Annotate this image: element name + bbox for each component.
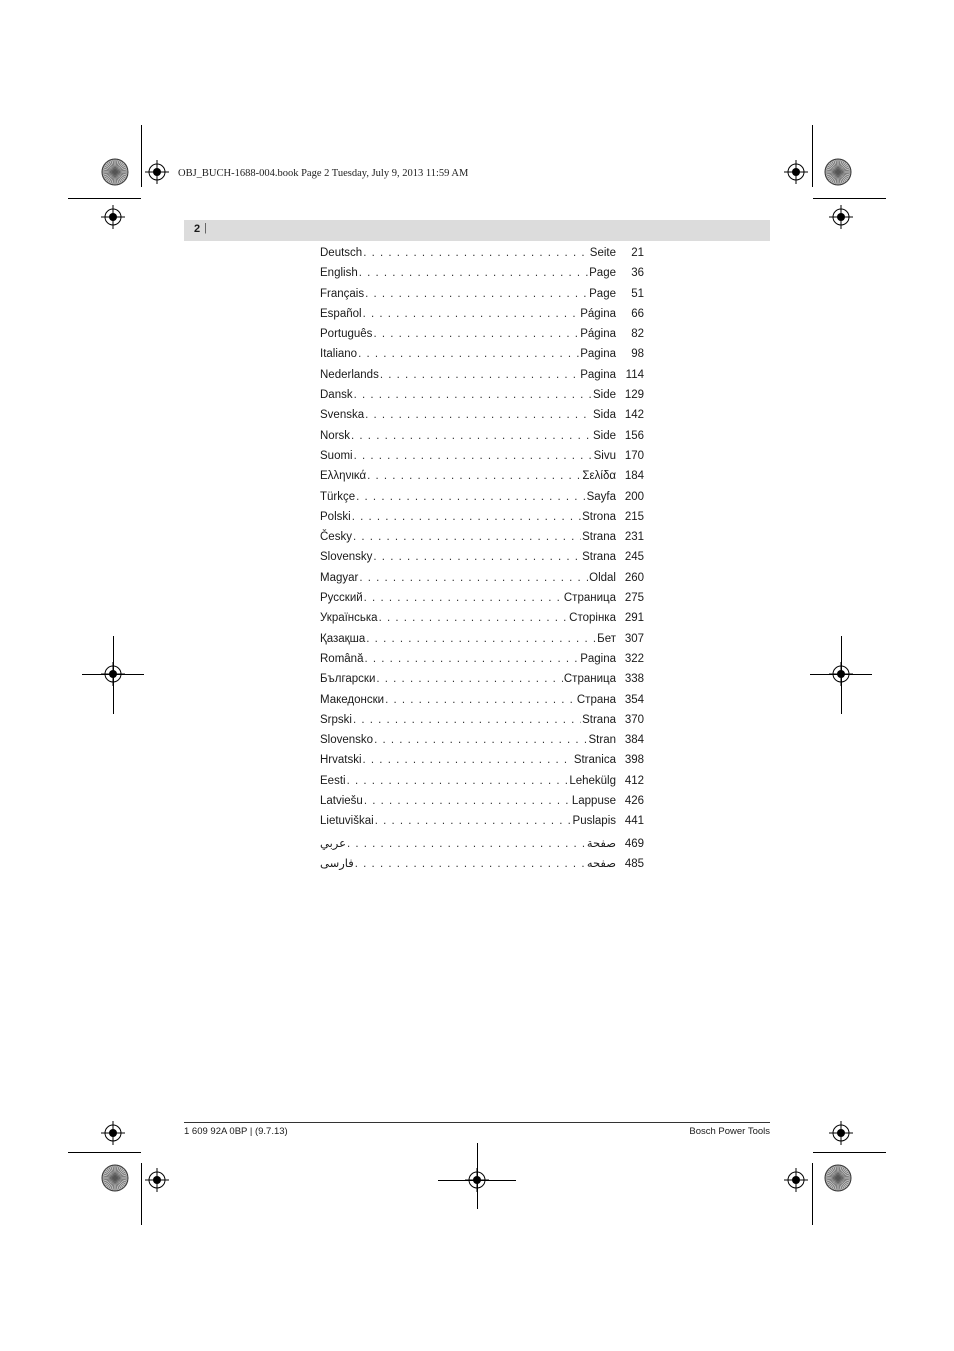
toc-page-word: Página bbox=[580, 307, 616, 320]
toc-page-number: 441 bbox=[624, 815, 644, 828]
toc-page-number: 322 bbox=[624, 652, 644, 665]
crop-mark bbox=[813, 198, 886, 199]
toc-page-word: Sida bbox=[592, 409, 616, 422]
crop-mark bbox=[68, 1152, 141, 1153]
toc-page-word: Oldal bbox=[589, 571, 616, 584]
toc-entry bbox=[320, 673, 644, 693]
registration-mark-icon bbox=[145, 1168, 169, 1192]
crop-mark bbox=[82, 674, 144, 675]
toc-entry bbox=[320, 389, 644, 409]
toc-page-number: 200 bbox=[624, 490, 644, 503]
toc-entry bbox=[320, 694, 644, 714]
toc-leader-dots bbox=[364, 653, 579, 665]
toc-language: Български bbox=[320, 673, 376, 686]
toc-language: Hrvatski bbox=[320, 754, 362, 767]
toc-page-number: 156 bbox=[624, 429, 644, 442]
toc-leader-dots bbox=[364, 795, 571, 807]
toc-language: Português bbox=[320, 328, 373, 341]
toc-leader-dots bbox=[365, 288, 588, 300]
toc-page-word: Stran bbox=[588, 734, 616, 747]
toc-leader-dots bbox=[385, 694, 576, 706]
toc-entry bbox=[320, 836, 644, 856]
toc-page-word: Page bbox=[589, 267, 616, 280]
page-number: 2 bbox=[194, 223, 201, 235]
toc-page-word: Side bbox=[592, 389, 616, 402]
toc-page-word: صفحه bbox=[586, 857, 616, 870]
toc-page-word: Página bbox=[580, 328, 616, 341]
toc-language: Español bbox=[320, 307, 362, 320]
toc-entry bbox=[320, 754, 644, 774]
toc-entry bbox=[320, 714, 644, 734]
toc-page-word: Σελίδα bbox=[582, 470, 616, 483]
toc-page-number: 51 bbox=[631, 287, 644, 300]
toc-leader-dots bbox=[380, 369, 579, 381]
crop-mark bbox=[812, 1163, 813, 1225]
toc-language: Македонски bbox=[320, 693, 385, 706]
toc-page-number: 114 bbox=[625, 368, 644, 381]
toc-page-word: Puslapis bbox=[572, 815, 616, 828]
toc-entry bbox=[320, 592, 644, 612]
starburst-target-icon bbox=[824, 158, 852, 186]
toc-leader-dots bbox=[352, 511, 581, 523]
toc-entry bbox=[320, 795, 644, 815]
toc-page-word: Pagina bbox=[580, 348, 616, 361]
toc-page-word: Strana bbox=[582, 551, 616, 564]
print-header: OBJ_BUCH-1688-004.book Page 2 Tuesday, July 9, 2013 11:59 AM bbox=[178, 168, 469, 179]
toc-page-number: 307 bbox=[624, 632, 644, 645]
toc-entry bbox=[320, 430, 644, 450]
toc-entry bbox=[320, 491, 644, 511]
toc-entry bbox=[320, 288, 644, 308]
crop-mark bbox=[477, 1143, 478, 1209]
toc-leader-dots bbox=[373, 551, 581, 563]
toc-language: Latviešu bbox=[320, 795, 363, 808]
toc-page-number: 384 bbox=[624, 734, 644, 747]
toc-language: Suomi bbox=[320, 449, 353, 462]
toc-leader-dots bbox=[363, 247, 589, 259]
registration-mark-icon bbox=[784, 160, 808, 184]
registration-mark-icon bbox=[145, 160, 169, 184]
toc-leader-dots bbox=[366, 633, 596, 645]
toc-leader-dots bbox=[354, 450, 593, 462]
toc-leader-dots bbox=[353, 714, 581, 726]
toc-language: Česky bbox=[320, 531, 352, 544]
toc-language: Slovensko bbox=[320, 734, 374, 747]
toc-page-number: 21 bbox=[631, 247, 644, 259]
toc-leader-dots bbox=[358, 348, 579, 360]
registration-mark-icon bbox=[101, 205, 125, 229]
starburst-target-icon bbox=[101, 158, 129, 186]
toc-page-number: 66 bbox=[631, 307, 644, 320]
crop-mark bbox=[113, 636, 114, 714]
crop-mark bbox=[68, 198, 141, 199]
crop-mark bbox=[141, 1163, 142, 1225]
toc-page-number: 245 bbox=[624, 551, 644, 564]
toc-page-word: Page bbox=[589, 287, 616, 300]
toc-entry bbox=[320, 775, 644, 795]
toc-entry bbox=[320, 734, 644, 754]
crop-mark bbox=[810, 674, 872, 675]
toc-language: Srpski bbox=[320, 713, 352, 726]
toc-language: Ελληνικά bbox=[320, 470, 367, 483]
crop-mark bbox=[812, 125, 813, 187]
table-of-contents bbox=[320, 247, 644, 876]
toc-language: Русский bbox=[320, 592, 363, 605]
toc-leader-dots bbox=[363, 308, 580, 320]
toc-entry bbox=[320, 815, 644, 835]
toc-entry bbox=[320, 267, 644, 287]
toc-language: Français bbox=[320, 287, 365, 300]
toc-leader-dots bbox=[351, 430, 592, 442]
toc-page-word: Страница bbox=[563, 592, 616, 605]
toc-leader-dots bbox=[376, 673, 562, 685]
crop-mark bbox=[438, 1180, 516, 1181]
toc-page-word: Страница bbox=[563, 673, 616, 686]
toc-language: Polski bbox=[320, 510, 351, 523]
toc-page-word: Sayfa bbox=[586, 490, 616, 503]
toc-page-number: 291 bbox=[624, 612, 644, 625]
toc-page-word: Strana bbox=[582, 531, 616, 544]
toc-page-number: 260 bbox=[624, 571, 644, 584]
toc-page-word: Pagina bbox=[580, 368, 616, 381]
toc-page-number: 184 bbox=[624, 470, 644, 483]
toc-page-word: Страна bbox=[576, 693, 616, 706]
toc-page-number: 170 bbox=[624, 449, 644, 462]
toc-page-number: 338 bbox=[624, 673, 644, 686]
toc-language: عربي bbox=[320, 837, 346, 850]
toc-page-word: Side bbox=[592, 429, 616, 442]
toc-page-word: Сторінка bbox=[569, 612, 616, 625]
toc-page-number: 398 bbox=[624, 754, 644, 767]
crop-mark bbox=[813, 1152, 886, 1153]
crop-mark bbox=[841, 636, 842, 714]
starburst-target-icon bbox=[824, 1164, 852, 1192]
registration-mark-icon bbox=[829, 1121, 853, 1145]
toc-leader-dots bbox=[374, 734, 587, 746]
toc-entry bbox=[320, 856, 644, 876]
toc-page-number: 82 bbox=[631, 328, 644, 341]
toc-page-word: Lehekülg bbox=[569, 774, 616, 787]
toc-page-number: 36 bbox=[631, 267, 644, 280]
toc-language: Română bbox=[320, 652, 364, 665]
toc-language: Magyar bbox=[320, 571, 359, 584]
toc-entry bbox=[320, 308, 644, 328]
toc-page-number: 469 bbox=[624, 837, 644, 850]
toc-entry bbox=[320, 633, 644, 653]
toc-entry bbox=[320, 247, 644, 267]
toc-entry bbox=[320, 450, 644, 470]
toc-entry bbox=[320, 328, 644, 348]
page-number-separator: | bbox=[204, 222, 207, 234]
toc-leader-dots bbox=[379, 612, 569, 624]
footer-rule bbox=[184, 1122, 770, 1123]
page-number-bar bbox=[184, 220, 770, 241]
toc-entry bbox=[320, 511, 644, 531]
toc-page-word: Lappuse bbox=[571, 795, 616, 808]
toc-page-number: 412 bbox=[624, 774, 644, 787]
toc-leader-dots bbox=[359, 572, 588, 584]
toc-page-number: 142 bbox=[624, 409, 644, 422]
toc-entry bbox=[320, 369, 644, 389]
toc-language: Lietuviškai bbox=[320, 815, 374, 828]
toc-leader-dots bbox=[353, 531, 581, 543]
toc-page-word: Seite bbox=[589, 247, 616, 259]
registration-mark-icon bbox=[784, 1168, 808, 1192]
toc-leader-dots bbox=[354, 389, 592, 401]
toc-page-number: 275 bbox=[624, 592, 644, 605]
toc-language: Italiano bbox=[320, 348, 358, 361]
crop-mark bbox=[141, 125, 142, 187]
toc-language: Slovensky bbox=[320, 551, 373, 564]
toc-entry bbox=[320, 531, 644, 551]
toc-entry bbox=[320, 572, 644, 592]
toc-page-word: Бет bbox=[597, 632, 616, 645]
toc-page-word: صفحة bbox=[586, 837, 616, 850]
toc-entry bbox=[320, 612, 644, 632]
toc-page-word: Strana bbox=[582, 713, 616, 726]
toc-leader-dots bbox=[355, 858, 586, 870]
toc-page-number: 231 bbox=[624, 531, 644, 544]
toc-language: Norsk bbox=[320, 429, 351, 442]
toc-page-number: 370 bbox=[624, 713, 644, 726]
toc-page-number: 485 bbox=[624, 857, 644, 870]
toc-language: Türkçe bbox=[320, 490, 356, 503]
toc-leader-dots bbox=[364, 592, 563, 604]
toc-entry bbox=[320, 409, 644, 429]
footer-brand: Bosch Power Tools bbox=[689, 1126, 770, 1137]
toc-page-number: 215 bbox=[624, 510, 644, 523]
toc-leader-dots bbox=[375, 815, 572, 827]
toc-leader-dots bbox=[365, 409, 592, 421]
toc-language: Svenska bbox=[320, 409, 365, 422]
toc-leader-dots bbox=[367, 470, 581, 482]
toc-page-word: Sivu bbox=[593, 449, 616, 462]
toc-page-word: Pagina bbox=[580, 652, 616, 665]
toc-page-number: 98 bbox=[631, 348, 644, 361]
toc-leader-dots bbox=[347, 775, 569, 787]
toc-leader-dots bbox=[373, 328, 579, 340]
toc-language: Deutsch bbox=[320, 247, 363, 259]
toc-language: فارسی bbox=[320, 857, 354, 870]
toc-entry bbox=[320, 653, 644, 673]
toc-language: Nederlands bbox=[320, 368, 379, 381]
toc-page-word: Strona bbox=[582, 510, 616, 523]
toc-language: Eesti bbox=[320, 774, 346, 787]
starburst-target-icon bbox=[101, 1164, 129, 1192]
toc-entry bbox=[320, 470, 644, 490]
toc-language: Українська bbox=[320, 612, 378, 625]
toc-leader-dots bbox=[363, 754, 573, 766]
registration-mark-icon bbox=[829, 205, 853, 229]
toc-page-number: 354 bbox=[624, 693, 644, 706]
toc-entry bbox=[320, 348, 644, 368]
toc-language: Dansk bbox=[320, 389, 353, 402]
toc-page-number: 426 bbox=[624, 795, 644, 808]
footer-doc-code: 1 609 92A 0BP | (9.7.13) bbox=[184, 1126, 288, 1137]
toc-page-word: Stranica bbox=[573, 754, 616, 767]
toc-leader-dots bbox=[356, 491, 585, 503]
toc-leader-dots bbox=[347, 838, 586, 850]
registration-mark-icon bbox=[101, 1121, 125, 1145]
toc-language: Қазақша bbox=[320, 632, 366, 645]
toc-language: English bbox=[320, 267, 358, 280]
toc-entry bbox=[320, 551, 644, 571]
toc-page-number: 129 bbox=[624, 389, 644, 402]
toc-leader-dots bbox=[359, 267, 588, 279]
